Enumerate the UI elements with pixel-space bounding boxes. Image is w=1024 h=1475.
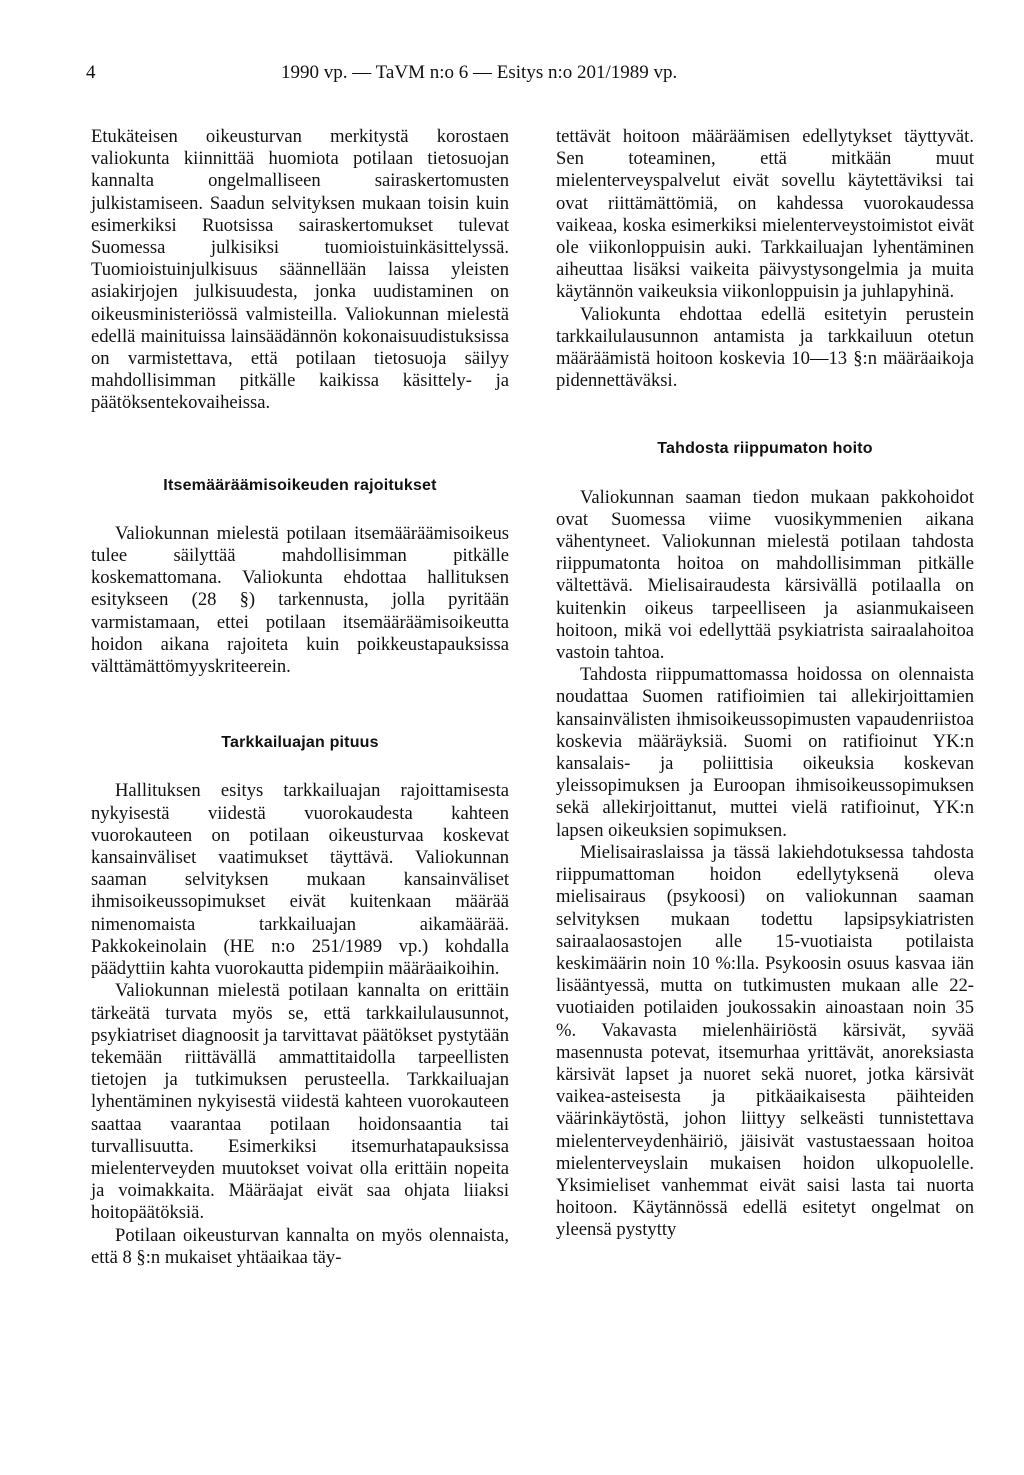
page-header <box>86 62 946 92</box>
running-title: 1990 vp. — TaVM n:o 6 — Esitys n:o 201/1989 vp. <box>281 62 678 83</box>
heading-tarkkailuajan-pituus: Tarkkailuajan pituus <box>221 734 379 752</box>
paragraph-ehdotus: Valiokunta ehdottaa edellä esitetyin perustein tarkkailulausunnon antamista ja tarkkailuun otetun määräämistä hoitoon koskevia 10—13 §:n määräaikoja pidennettäväksi. <box>556 303 974 392</box>
paragraph-tarkkailuaika-2: Valiokunnan mielestä potilaan kannalta on erittäin tärkeätä turvata myös se, että tarkkailulausunnot, psykiatriset diagnoosit ja tarvittavat päätökset pystytään tekemään riittävällä ammattitaidolla tarpeellisten tietojen ja tutkimuksen perusteella. Tarkkailuajan lyhentäminen nykyisestä viidestä kahteen vuorokauteen saattaa vaarantaa potilaan hoidonsaantia tai turvallisuutta. Esimerkiksi itsemurhatapauksissa mielenterveyden muutokset voivat olla erittäin nopeita ja voimakkaita. Määräajat eivät saa ohjata liiaksi hoitopäätöksiä. <box>91 980 509 1224</box>
heading-tahdosta-riippumaton-hoito: Tahdosta riippumaton hoito <box>657 440 873 458</box>
right-column <box>556 126 974 1242</box>
paragraph-pakkohoidot: Valiokunnan saaman tiedon mukaan pakkohoidot ovat Suomessa viime vuosikymmenien aikana vähentyneet. Valiokunnan mielestä potilaan tahdosta riippumatonta hoitoa on mahdollisimman pitkälle vältettävä. Mielisairaudesta kärsivällä potilaalla on kuitenkin oikeus tarpeelliseen ja asianmukaiseen hoitoon, mikä voi edellyttää psykiatrista sairaalahoitoa vastoin tahtoa. <box>556 486 974 664</box>
paragraph-tarkkailuaika-3: Potilaan oikeusturvan kannalta on myös olennaista, että 8 §:n mukaiset yhtäaikaa täy- <box>91 1224 509 1268</box>
paragraph-itsemaaraamisoikeus: Valiokunnan mielestä potilaan itsemääräämisoikeus tulee säilyttää mahdollisimman pitkälle koskemattomana. Valiokunta ehdottaa hallituksen esitykseen (28 §) tarkennusta, jolla pyritään varmistamaan, ettei potilaan itsemääräämisoikeutta hoidon aikana rajoiteta kuin poikkeustapauksissa välttämättömyyskriteerein. <box>91 522 509 678</box>
paragraph-mielisairaslaki: Mielisairaslaissa ja tässä lakiehdotuksessa tahdosta riippumattoman hoidon edellytyksenä oleva mielisairaus (psykoosi) on valiokunnan saaman selvityksen mukaan todettu lapsipsykiatristen sairaalaosastojen alle 15-vuotiaista potilaista keskimäärin noin 10 %:lla. Psykoosin osuus kasvaa iän lisääntyessä, mutta on tutkimusten mukaan alle 22-vuotiaiden potilaiden joukossakin ainoastaan noin 35 %. Vakavasta mielenhäiriöstä kärsivät, syvää masennusta potevat, itsemurhaa yrittävät, anoreksiasta kärsivät lapset ja nuoret sekä nuoret, jotka kärsivät vaikea-asteisesta ja pitkäaikaisesta päihteiden väärinkäytöstä, johon liittyy selkeästi tunnistettava mielenterveydenhäiriö, jäisivät vastustaessaan hoitoa mielenterveyslain mukaisen hoidon ulkopuolelle. Yksimieliset vanhemmat eivät saisi lasta tai nuorta hoitoon. Käytännössä edellä esitetyt ongelmat on yleensä pystytty <box>556 841 974 1241</box>
left-column <box>91 126 509 1269</box>
paragraph-tarkkailuaika-1: Hallituksen esitys tarkkailuajan rajoittamisesta nykyisestä viidestä vuorokaudesta kahteen vuorokauteen on potilaan oikeusturvaa koskevat kansainväliset vaatimukset täyttävä. Valiokunnan saaman selvityksen mukaan kansainväliset ihmisoikeussopimukset eivät kuitenkaan määrää nimenomaista tarkkailuajan aikamäärää. Pakkokeinolain (HE n:o 251/1989 vp.) kohdalla päädyttiin kahta vuorokautta pidempiin määräaikoihin. <box>91 780 509 980</box>
heading-itsemaaraamisoikeus: Itsemääräämisoikeuden rajoitukset <box>163 476 437 494</box>
paragraph-ihmisoikeussopimukset: Tahdosta riippumattomassa hoidossa on olennaista noudattaa Suomen ratifioimien tai allekirjoittamien kansainvälisten ihmisoikeussopimusten vapaudenriistoa koskevia määräyksiä. Suomi on ratifioinut YK:n kansalais- ja poliittisia oikeuksia koskevan yleissopimuksen ja Euroopan ihmisoikeussopimuksen sekä allekirjoittanut, muttei vielä ratifioinut, YK:n lapsen oikeuksien sopimuksen. <box>556 664 974 841</box>
paragraph-tietosuoja: Etukäteisen oikeusturvan merkitystä korostaen valiokunta kiinnittää huomiota potilaan tietosuojan kannalta ongelmalliseen sairaskertomusten julkistamiseen. Saadun selvityksen mukaan toisin kuin esimerkiksi Ruotsissa sairaskertomukset tulevat Suomessa julkisiksi tuomioistuinkäsittelyssä. Tuomioistuinjulkisuus säännellään laissa yleisten asiakirjojen julkisuudesta, jonka uudistaminen on oikeusministeriössä valmisteilla. Valiokunnan mielestä edellä mainituissa lainsäädännön kokonaisuudistuksissa on varmistettava, että potilaan tietosuoja säilyy mahdollisimman pitkälle kaikissa käsittely- ja päätöksentekovaiheissa. <box>91 126 509 414</box>
page-number: 4 <box>86 62 96 83</box>
paragraph-edellytykset: tettävät hoitoon määräämisen edellytykset täyttyvät. Sen toteaminen, että mitkään muut mielenterveyspalvelut eivät sovellu käytettäviksi tai ovat riittämättömiä, on kahdessa vuorokaudessa vaikeaa, koska esimerkiksi mielenterveystoimistot eivät ole viikonloppuisin auki. Tarkkailuajan lyhentäminen aiheuttaa lisäksi vaikeita päivystysongelmia ja muita käytännön vaikeuksia viikonloppuisin ja juhlapyhinä. <box>556 126 974 303</box>
